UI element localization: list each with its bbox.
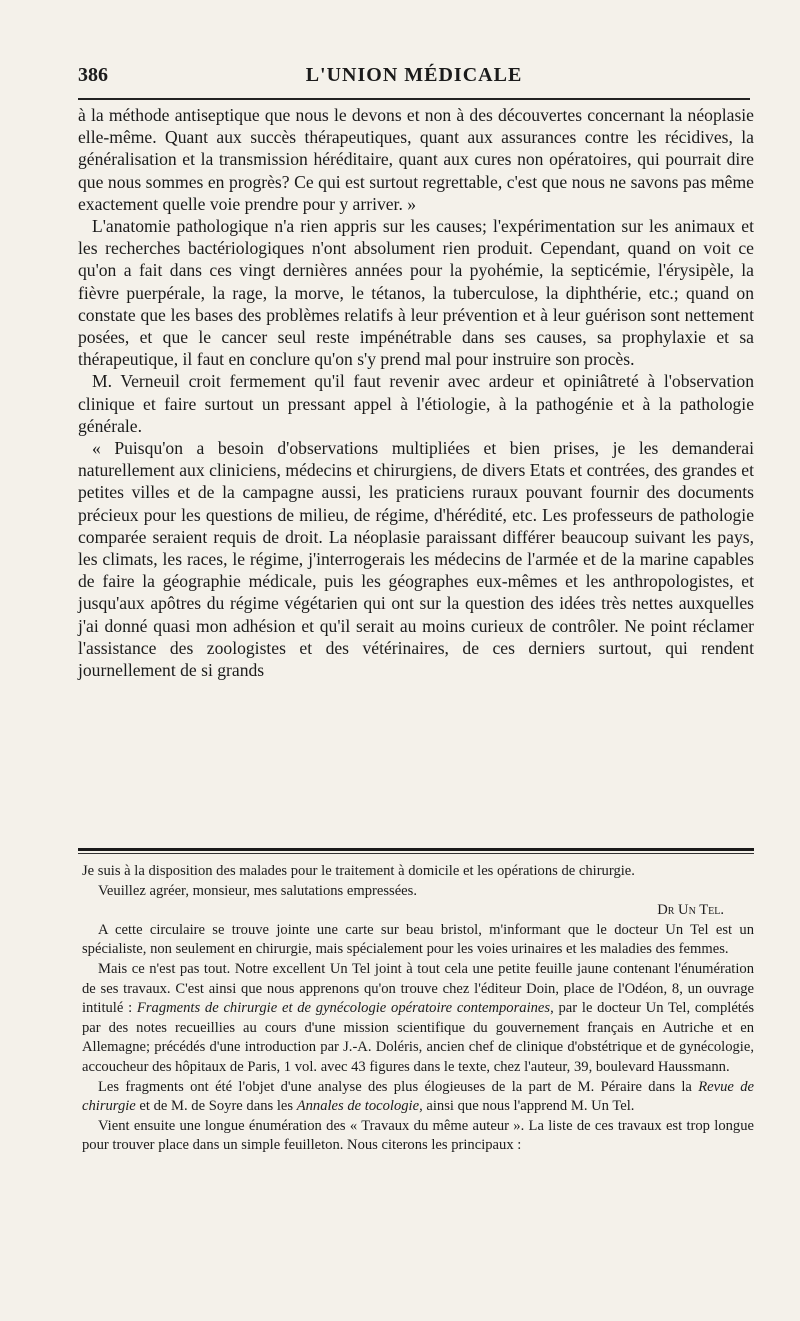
page-header: [78, 62, 750, 92]
feuilleton-paragraph: A cette circulaire se trouve jointe une carte sur beau bristol, m'informant que le docteur Un Tel est un spécialiste, non seulement en chirurgie, mais spécialement pour les voies urinaires et les maladies des femmes.: [82, 921, 754, 958]
feuilleton-paragraph: Je suis à la disposition des malades pour le traitement à domicile et les opérations de chirurgie.: [82, 863, 635, 879]
feuilleton-divider-thin: [78, 853, 754, 854]
journal-name: Revue de chirurgie: [82, 1078, 754, 1115]
article-paragraph: L'anatomie pathologique n'a rien appris sur les causes; l'expérimentation sur les animaux et les recherches bactériologiques n'ont absolument rien produit. Cependant, quand on voit ce qu'on a fait dans ces vingt dernières années pour la pyohémie, la septicémie, l'érysipèle, la fièvre puerpérale, la rage, la morve, le tétanos, la tuberculose, la diphthérie, etc.; quand on constate que les bases des problèmes relatifs à leur prévention et à leur guérison sont nettement posées, et que le cancer seul reste impénétrable dans ses causes, sa prophylaxie et sa thérapeutique, il faut en conclure qu'on s'y prend mal pour instruire son procès.: [78, 216, 754, 370]
page-number: 386: [78, 64, 108, 86]
feuilleton-divider: [78, 848, 754, 851]
article-paragraph: M. Verneuil croit fermement qu'il faut revenir avec ardeur et opiniâtreté à l'observation clinique et faire surtout un pressant appel à l'étiologie, à la pathogénie et à la pathologie générale.: [78, 371, 754, 436]
text-run: , ainsi que nous l'apprend M. Un Tel.: [419, 1098, 635, 1115]
feuilleton-paragraph: Veuillez agréer, monsieur, mes salutations empressées.: [98, 882, 417, 899]
journal-title: L'UNION MÉDICALE: [305, 64, 523, 86]
journal-name: Annales de tocologie: [296, 1098, 420, 1115]
feuilleton-paragraph: [82, 960, 754, 1078]
text-run: et de M. de Soyre dans les: [135, 1098, 297, 1115]
article-paragraph: « Puisqu'on a besoin d'observations multipliées et bien prises, je les demanderai naturellement aux cliniciens, médecins et chirurgiens, de divers Etats et contrées, des grandes et petites villes et de la campagne aussi, les praticiens ruraux pouvant fournir des documents précieux pour les questions de milieu, de régime, d'hérédité, etc. Les professeurs de pathologie comparée seraient requis de droit. La néoplasie paraissant différer beaucoup suivant les pays, les climats, les races, le régime, j'interrogerais les médecins de l'armée et de la marine capables de faire la géographie médicale, puis les géographes eux-mêmes et les anthropologistes, et jusqu'aux apôtres du régime végétarien qui ont sur la question des idées très nettes auxquelles j'ai donné quasi mon adhésion et qu'il serait au moins curieux de contrôler. Ne point réclamer l'assistance des zoologistes et des vétérinaires, de ces derniers surtout, qui rendent journellement de si grands: [78, 438, 754, 681]
text-run: Les fragments ont été l'objet d'une analyse des plus élogieuses de la part de M. Péraire dans la: [98, 1078, 699, 1095]
feuilleton-paragraph: Vient ensuite une longue énumération des « Travaux du même auteur ». La liste de ces travaux est trop longue pour trouver place dans un simple feuilleton. Nous citerons les principaux :: [82, 1117, 754, 1154]
feuilleton-section: [82, 862, 754, 1156]
text-run: , par le docteur Un Tel, complétés par des notes recueillies au cours d'une mission scientifique du gouvernement français en Autriche et en Allemagne; précédés d'une introduction par J.-A. Doléris, ancien chef de clinique d'obstétrique et de gynécologie, accoucheur des hôpitaux de Paris, 1 vol. avec 43 figures dans le texte, chez l'auteur, 39, boulevard Haussmann.: [82, 1000, 755, 1075]
header-rule: [78, 98, 750, 100]
article-paragraph: à la méthode antiseptique que nous le devons et non à des découvertes concernant la néoplasie elle-même. Quant aux succès thérapeutiques, quant aux assurances contre les récidives, la généralisation et la transmission héréditaire, quant aux cures non opératoires, qui pourrait dire que nous sommes en progrès? Ce qui est surtout regrettable, c'est que nous ne savons pas même exactement quelle voie prendre pour y arriver. »: [78, 105, 754, 214]
text-run: Mais ce n'est pas tout. Notre excellent Un Tel joint à tout cela une petite feuille jaune contenant l'énumération de ses travaux. C'est ainsi que nous apprenons qu'on trouve chez l'éditeur Doin, place de l'Odéon, 8, un ouvrage intitulé :: [82, 960, 754, 1017]
book-title: Fragments de chirurgie et de gynécologie opératoire contemporaines: [136, 1000, 551, 1017]
signature: Dr Un Tel.: [657, 902, 724, 919]
main-article: [78, 104, 754, 681]
feuilleton-paragraph: [82, 1078, 754, 1117]
